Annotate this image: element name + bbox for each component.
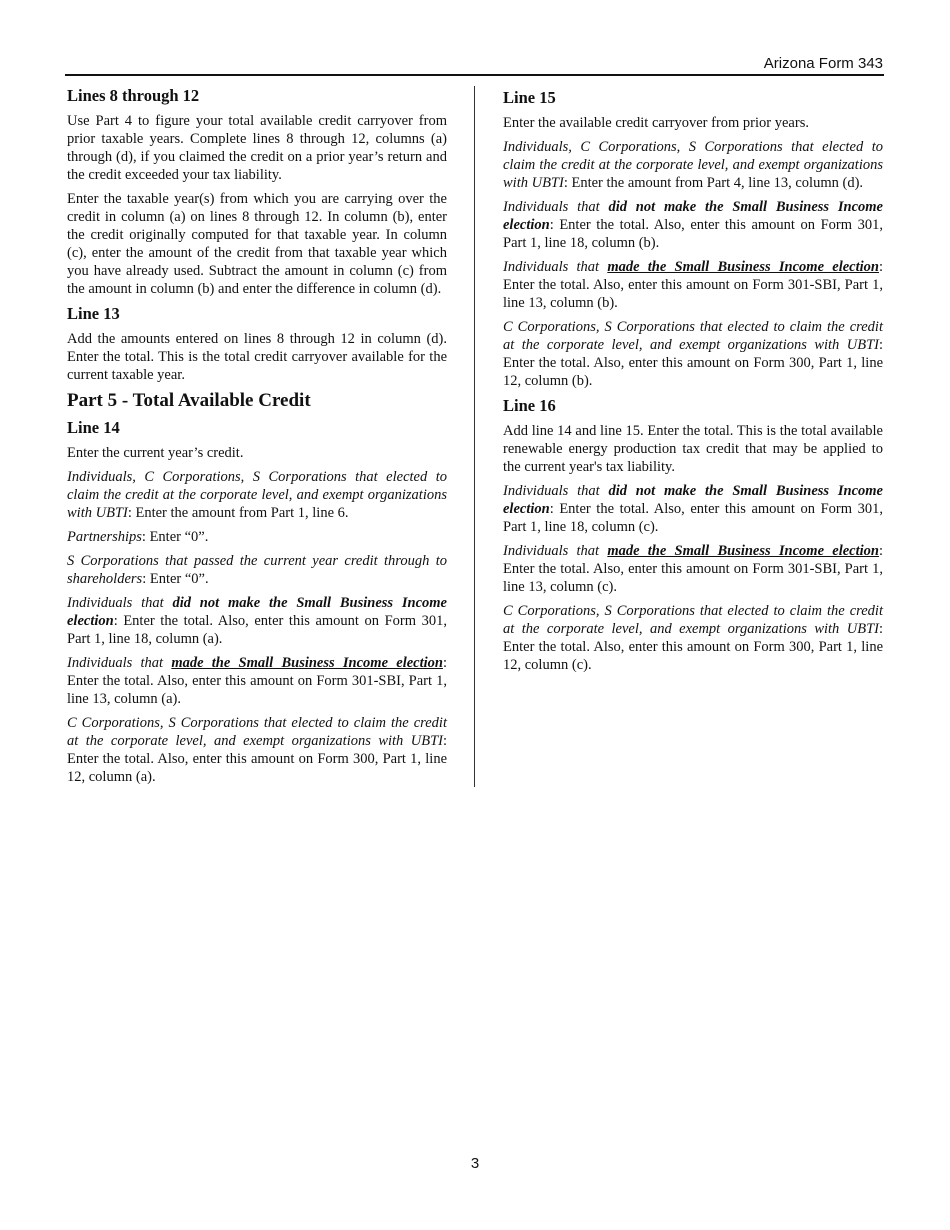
instruction-text: : Enter the amount from Part 4, line 13, column (d). xyxy=(563,175,864,191)
election-label: made the Small Business Income election xyxy=(607,543,879,559)
left-column xyxy=(67,86,447,792)
line-14-paragraph xyxy=(67,528,447,546)
instruction-text: : Enter the total. Also, enter this amount on Form 300, Part 1, line 12, column (c). xyxy=(503,621,883,673)
entity-label: Individuals that xyxy=(503,199,609,215)
instruction-text: : Enter “0”. xyxy=(141,529,209,545)
lines-8-12-heading: Lines 8 through 12 xyxy=(67,86,200,105)
line-14-paragraph xyxy=(67,552,447,588)
line-13-paragraph: Add the amounts entered on lines 8 through 12 in column (d). Enter the total. This is the total credit carryover available for the current taxable year. xyxy=(67,331,447,383)
entity-label: C Corporations, S Corporations that elected to claim the credit at the corporate level, and exempt organizations with UBTI xyxy=(67,715,447,749)
election-label: did not make the Small Business Income election xyxy=(67,595,447,629)
election-label: did not make the Small Business Income election xyxy=(503,483,883,517)
lines-8-12-paragraph: Use Part 4 to figure your total available credit carryover from prior taxable years. Complete lines 8 through 12, columns (a) through (d), if you claimed the credit on a prior year’s return and the credit exceeded your tax liability. xyxy=(67,113,447,183)
instruction-text: : Enter the total. Also, enter this amount on Form 301-SBI, Part 1, line 13, column (c). xyxy=(503,543,883,595)
line-14-paragraph: Enter the current year’s credit. xyxy=(67,445,244,461)
line-15-paragraph xyxy=(503,318,883,390)
line-16-heading: Line 16 xyxy=(503,396,556,415)
entity-label: Individuals, C Corporations, S Corporations that elected to claim the credit at the corporate level, and exempt organizations with UBTI xyxy=(67,469,447,521)
instruction-text: : Enter the total. Also, enter this amount on Form 300, Part 1, line 12, column (b). xyxy=(503,337,883,389)
entity-label: Individuals that xyxy=(67,655,172,671)
line-15-paragraph xyxy=(503,198,883,252)
line-16-paragraph: Add line 14 and line 15. Enter the total. This is the total available renewable energy production tax credit that may be applied to the current year's tax liability. xyxy=(503,423,883,475)
line-14-paragraph xyxy=(67,594,447,648)
instruction-text: : Enter the total. Also, enter this amount on Form 301-SBI, Part 1, line 13, column (a). xyxy=(67,655,447,707)
entity-label: Individuals, C Corporations, S Corporations that elected to claim the credit at the corporate level, and exempt organizations with UBTI xyxy=(503,139,883,191)
entity-label: S Corporations that passed the current year credit through to shareholders xyxy=(67,553,447,587)
entity-label: Individuals that xyxy=(67,595,173,611)
instruction-text: : Enter the total. Also, enter this amount on Form 301, Part 1, line 18, column (b). xyxy=(503,217,883,251)
line-16-paragraph xyxy=(503,482,883,536)
entity-label: Individuals that xyxy=(503,483,609,499)
line-14-paragraph xyxy=(67,468,447,522)
line-15-heading: Line 15 xyxy=(503,88,556,107)
election-label: made the Small Business Income election xyxy=(171,655,443,671)
line-15-paragraph xyxy=(503,138,883,192)
entity-label: Individuals that xyxy=(503,259,608,275)
entity-label: C Corporations, S Corporations that elected to claim the credit at the corporate level, and exempt organizations with UBTI xyxy=(503,603,883,637)
line-14-paragraph xyxy=(67,714,447,786)
instruction-text: : Enter the total. Also, enter this amount on Form 301, Part 1, line 18, column (a). xyxy=(67,613,447,647)
right-column xyxy=(503,88,883,680)
instruction-text: : Enter “0”. xyxy=(142,571,209,587)
instruction-text: : Enter the total. Also, enter this amount on Form 300, Part 1, line 12, column (a). xyxy=(67,733,447,785)
line-13-heading: Line 13 xyxy=(67,304,120,323)
column-divider xyxy=(474,86,475,787)
form-title: Arizona Form 343 xyxy=(763,55,883,72)
lines-8-12-paragraph: Enter the taxable year(s) from which you are carrying over the credit in column (a) on lines 8 through 12. In column (b), enter the credit originally computed for that taxable year. In column (c), enter the amount of the credit from that taxable year which you have already used. Subtract the amount in column (c) from the amount in column (b) and enter the difference in column (d). xyxy=(67,191,447,297)
line-14-paragraph xyxy=(67,654,447,708)
entity-label: C Corporations, S Corporations that elected to claim the credit at the corporate level, and exempt organizations with UBTI xyxy=(503,319,883,353)
instruction-text: : Enter the amount from Part 1, line 6. xyxy=(127,505,349,521)
instruction-text: : Enter the total. Also, enter this amount on Form 301, Part 1, line 18, column (c). xyxy=(503,501,883,535)
line-16-paragraph xyxy=(503,542,883,596)
line-15-paragraph xyxy=(503,258,883,312)
line-16-paragraph xyxy=(503,602,883,674)
line-14-heading: Line 14 xyxy=(67,418,120,437)
header-divider xyxy=(65,74,884,76)
entity-label: Individuals that xyxy=(503,543,608,559)
election-label: made the Small Business Income election xyxy=(607,259,879,275)
part-5-heading: Part 5 - Total Available Credit xyxy=(67,390,311,411)
page-number: 3 xyxy=(470,1155,480,1172)
election-label: did not make the Small Business Income election xyxy=(503,199,883,233)
line-15-paragraph: Enter the available credit carryover from prior years. xyxy=(503,115,809,131)
instruction-text: : Enter the total. Also, enter this amount on Form 301-SBI, Part 1, line 13, column (b). xyxy=(503,259,883,311)
entity-label: Partnerships xyxy=(67,529,142,545)
